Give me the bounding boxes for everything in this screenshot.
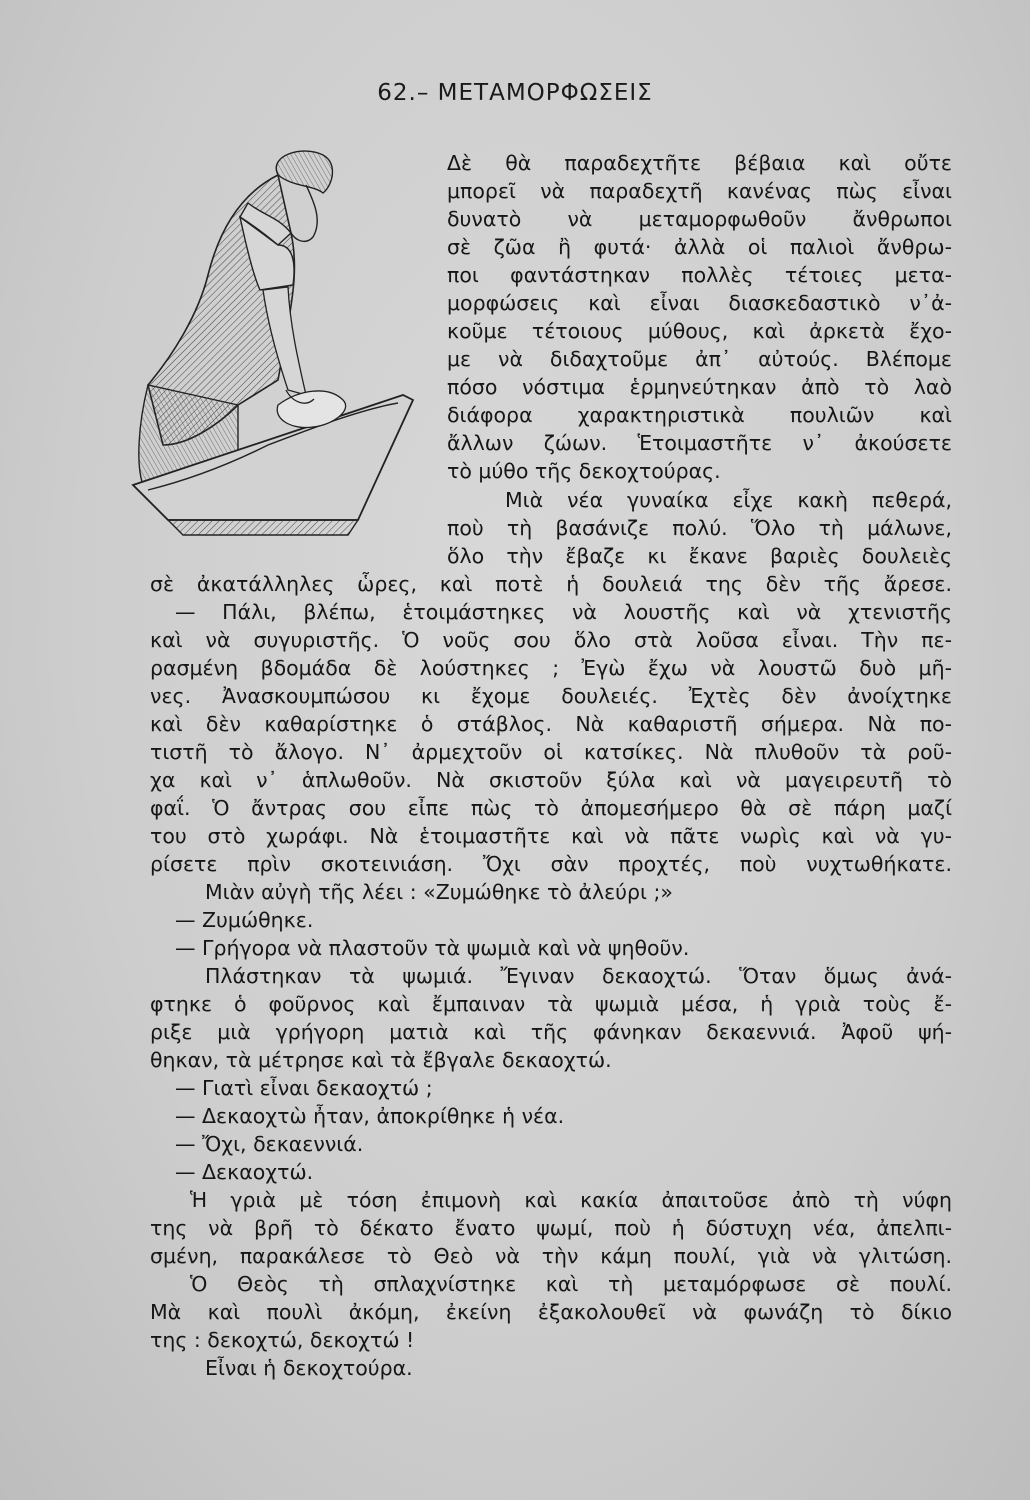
text-line: ἄλλων ζώων. Ἑτοιμαστῆτε ν᾽ ἀκούσετε [447, 431, 952, 455]
text-line: Δὲ θὰ παραδεχτῆτε βέβαια καὶ οὔτε [447, 151, 952, 175]
text-line: — Ὄχι, δεκαεννιά. [175, 1132, 364, 1156]
text-line: τιστῆ τὸ ἄλογο. Ν᾽ ἀρμεχτοῦν οἱ κατσίκες. Νὰ πλυθοῦν τὰ ροῦ- [150, 740, 952, 764]
text-line: — Πάλι, βλέπω, ἑτοιμάστηκες νὰ λουστῆς καὶ νὰ χτενιστῆς [175, 600, 952, 624]
text-line: καὶ δὲν καθαρίστηκε ὁ στάβλος. Νὰ καθαριστῆ σήμερα. Νὰ πο- [150, 712, 952, 736]
text-line: ρίσετε πρὶν σκοτεινιάση. Ὄχι σὰν προχτές, ποὺ νυχτωθήκατε. [150, 852, 952, 876]
text-line: με νὰ διδαχτοῦμε ἀπ᾽ αὐτούς. Βλέπομε [447, 347, 952, 371]
text-line: φαΐ. Ὁ ἄντρας σου εἶπε πὼς τὸ ἀπομεσήμερο θὰ σὲ πάρη μαζί [150, 796, 952, 820]
text-line: σὲ ζῶα ἢ φυτά· ἀλλὰ οἱ παλιοὶ ἄνθρω- [447, 235, 952, 259]
text-line: Μιὰν αὐγὴ τῆς λέει : «Ζυμώθηκε τὸ ἀλεύρι ;» [205, 880, 673, 904]
text-line: καὶ νὰ συγυριστῆς. Ὁ νοῦς σου ὅλο στὰ λοῦσα εἶναι. Τὴν πε- [150, 628, 952, 652]
text-line: μορφώσεις καὶ εἶναι διασκεδαστικὸ ν᾽ἀ- [447, 291, 952, 315]
text-line: θηκαν, τὰ μέτρησε καὶ τὰ ἔβγαλε δεκαοχτώ. [150, 1048, 612, 1072]
text-line: ριξε μιὰ γρήγορη ματιὰ καὶ τῆς φάνηκαν δεκαεννιά. Ἀφοῦ ψή- [150, 1020, 952, 1044]
chapter-title: 62.– ΜΕΤΑΜΟΡΦΩΣΕΙΣ [377, 80, 653, 106]
text-line: του στὸ χωράφι. Νὰ ἑτοιμαστῆτε καὶ νὰ πᾶτε νωρὶς καὶ νὰ γυ- [150, 824, 952, 848]
text-line: δυνατὸ νὰ μεταμορφωθοῦν ἄνθρωποι [447, 207, 952, 231]
text-line: Μιὰ νέα γυναίκα εἶχε κακὴ πεθερά, [505, 488, 952, 512]
text-line: Ὁ Θεὸς τὴ σπλαχνίστηκε καὶ τὴ μεταμόρφωσε σὲ πουλί. [190, 1272, 952, 1296]
text-line: πόσο νόστιμα ἑρμηνεύτηκαν ἀπὸ τὸ λαὸ [447, 375, 952, 399]
text-line: — Δεκαοχτώ. [175, 1160, 314, 1184]
text-line: — Ζυμώθηκε. [175, 908, 314, 932]
text-line: ὅλο τὴν ἔβαζε κι ἔκανε βαριὲς δουλειὲς [447, 544, 952, 568]
text-line: μπορεῖ νὰ παραδεχτῆ κανένας πὼς εἶναι [447, 179, 952, 203]
text-line: ρασμένη βδομάδα δὲ λούστηκες ; Ἐγὼ ἔχω νὰ λουστῶ δυὸ μῆ- [150, 656, 952, 680]
text-line: — Γιατὶ εἶναι δεκαοχτώ ; [175, 1076, 433, 1100]
text-line: χα καὶ ν᾽ ἁπλωθοῦν. Νὰ σκιστοῦν ξύλα καὶ νὰ μαγειρευτῆ τὸ [150, 768, 952, 792]
text-line: σμένη, παρακάλεσε τὸ Θεὸ νὰ τὴν κάμη πουλί, γιὰ νὰ γλιτώση. [150, 1244, 952, 1268]
text-line: φτηκε ὁ φοῦρνος καὶ ἔμπαιναν τὰ ψωμιὰ μέσα, ἡ γριὰ τοὺς ἔ- [150, 992, 952, 1016]
text-line: κοῦμε τέτοιους μύθους, καὶ ἀρκετὰ ἔχο- [447, 319, 952, 343]
text-line: Ἡ γριὰ μὲ τόση ἐπιμονὴ καὶ κακία ἀπαιτοῦσε ἀπὸ τὴ νύφη [190, 1188, 952, 1212]
text-line: Μὰ καὶ πουλὶ ἀκόμη, ἐκείνη ἐξακολουθεῖ νὰ φωνάζη τὸ δίκιο [150, 1300, 952, 1324]
text-line: νες. Ἀνασκουμπώσου κι ἔχομε δουλειές. Ἐχτὲς δὲν ἀνοίχτηκε [150, 684, 952, 708]
text-line: — Γρήγορα νὰ πλαστοῦν τὰ ψωμιὰ καὶ νὰ ψηθοῦν. [175, 936, 690, 960]
text-line: της : δεκοχτώ, δεκοχτώ ! [150, 1328, 415, 1352]
text-line: ποι φαντάστηκαν πολλὲς τέτοιες μετα- [447, 263, 952, 287]
text-line: Πλάστηκαν τὰ ψωμιά. Ἔγιναν δεκαοχτώ. Ὅταν ὅμως ἀνά- [205, 964, 952, 988]
text-line: — Δεκαοχτὼ ἦταν, ἀποκρίθηκε ἡ νέα. [175, 1104, 565, 1128]
text-line: σὲ ἀκατάλληλες ὧρες, καὶ ποτὲ ἡ δουλειά της δὲν τῆς ἄρεσε. [150, 572, 952, 596]
text-line: τὸ μύθο τῆς δεκοχτούρας. [447, 459, 721, 483]
text-line: Εἶναι ἡ δεκοχτούρα. [205, 1356, 413, 1380]
woman-kneading-illustration [128, 145, 418, 555]
text-line: διάφορα χαρακτηριστικὰ πουλιῶν καὶ [447, 403, 952, 427]
text-line: της νὰ βρῆ τὸ δέκατο ἔνατο ψωμί, ποὺ ἡ δύστυχη νέα, ἀπελπι- [150, 1216, 952, 1240]
text-line: ποὺ τὴ βασάνιζε πολύ. Ὅλο τὴ μάλωνε, [447, 516, 952, 540]
